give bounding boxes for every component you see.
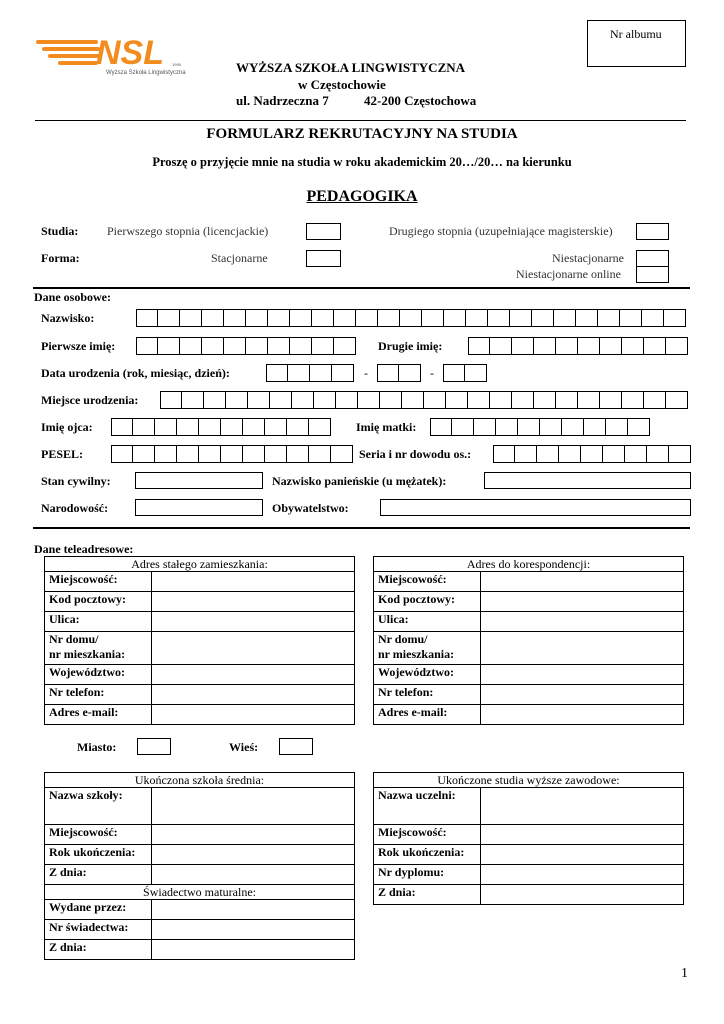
char-cell[interactable] — [642, 309, 664, 327]
char-cell[interactable] — [180, 337, 202, 355]
char-cell[interactable] — [510, 309, 532, 327]
second-degree-label: Drugiego stopnia (uzupełniające magisterskie) — [389, 224, 613, 238]
pierwsze-imie-label: Pierwsze imię: — [41, 339, 116, 353]
table-row-label: Miejscowość: — [45, 572, 152, 592]
char-cell[interactable] — [155, 445, 177, 463]
char-cell[interactable] — [111, 418, 133, 436]
svg-text:Wyższa Szkoła Lingwistyczna: Wyższa Szkoła Lingwistyczna — [106, 70, 186, 76]
char-cell[interactable] — [265, 445, 287, 463]
table-row-label: Rok ukończenia: — [374, 845, 481, 865]
char-cell[interactable] — [111, 445, 133, 463]
char-cell[interactable] — [443, 364, 465, 382]
drugie-imie-label: Drugie imię: — [378, 339, 443, 353]
contact-section-label: Dane teleadresowe: — [34, 542, 134, 556]
imie-matki-cells[interactable] — [430, 418, 650, 436]
char-cell[interactable] — [444, 309, 466, 327]
char-cell[interactable] — [243, 418, 265, 436]
contact-divider — [33, 527, 690, 529]
char-cell[interactable] — [424, 391, 446, 409]
char-cell[interactable] — [490, 391, 512, 409]
char-cell[interactable] — [559, 445, 581, 463]
char-cell[interactable] — [666, 337, 688, 355]
nazwa-szkoly-field[interactable] — [152, 788, 355, 825]
nr-swiadectwa-field[interactable] — [152, 920, 355, 940]
wies-label: Wieś: — [229, 740, 259, 754]
pesel-label: PESEL: — [41, 447, 84, 461]
char-cell[interactable] — [402, 391, 424, 409]
char-cell[interactable] — [287, 418, 309, 436]
secondary-school-title: Ukończona szkoła średnia: — [45, 773, 355, 788]
birth-year-cells[interactable] — [266, 364, 354, 382]
miasto-label: Miasto: — [77, 740, 117, 754]
char-cell[interactable] — [266, 364, 288, 382]
table-row-label: Kod pocztowy: — [374, 592, 481, 612]
char-cell[interactable] — [581, 445, 603, 463]
first-degree-label: Pierwszego stopnia (licencjackie) — [107, 224, 269, 238]
miasto-checkbox[interactable] — [137, 738, 171, 755]
stan-cywilny-label: Stan cywilny: — [41, 474, 111, 488]
school-postal: 42-200 Częstochowa — [364, 93, 477, 108]
svg-text:NSL: NSL — [96, 34, 164, 72]
imie-ojca-label: Imię ojca: — [41, 420, 93, 434]
char-cell[interactable] — [669, 445, 691, 463]
date-dash-1: - — [364, 366, 368, 380]
char-cell[interactable] — [512, 337, 534, 355]
wydane-przez-field[interactable] — [152, 900, 355, 920]
char-cell[interactable] — [452, 418, 474, 436]
char-cell[interactable] — [468, 391, 490, 409]
char-cell[interactable] — [620, 309, 642, 327]
char-cell[interactable] — [336, 391, 358, 409]
birth-month-cells[interactable] — [377, 364, 421, 382]
table-row-label: Miejscowość: — [374, 572, 481, 592]
char-cell[interactable] — [246, 309, 268, 327]
table-row-label: Ulica: — [45, 612, 152, 632]
kod-pocztowy-field[interactable] — [152, 592, 355, 612]
char-cell[interactable] — [136, 337, 158, 355]
table-row-label: Nr dyplomu: — [374, 865, 481, 885]
corr-nr-domu-field[interactable] — [481, 632, 684, 665]
first-degree-checkbox[interactable] — [306, 223, 341, 240]
form-title: FORMULARZ REKRUTACYJNY NA STUDIA — [206, 126, 518, 142]
table-row-label: Nazwa uczelni: — [374, 788, 481, 825]
char-cell[interactable] — [180, 309, 202, 327]
nazwisko-panienskie-field[interactable] — [484, 472, 691, 489]
char-cell[interactable] — [377, 364, 399, 382]
char-cell[interactable] — [356, 309, 378, 327]
char-cell[interactable] — [622, 337, 644, 355]
forma-label: Forma: — [41, 251, 80, 265]
char-cell[interactable] — [290, 337, 312, 355]
char-cell[interactable] — [466, 309, 488, 327]
char-cell[interactable] — [625, 445, 647, 463]
char-cell[interactable] — [133, 418, 155, 436]
char-cell[interactable] — [493, 445, 515, 463]
char-cell[interactable] — [606, 418, 628, 436]
char-cell[interactable] — [600, 337, 622, 355]
table-row-label: Wydane przez: — [45, 900, 152, 920]
char-cell[interactable] — [312, 337, 334, 355]
table-row-label: Województwo: — [45, 665, 152, 685]
char-cell[interactable] — [312, 309, 334, 327]
char-cell[interactable] — [204, 391, 226, 409]
corr-kod-pocztowy-field[interactable] — [481, 592, 684, 612]
char-cell[interactable] — [288, 364, 310, 382]
char-cell[interactable] — [199, 445, 221, 463]
ulica-field[interactable] — [152, 612, 355, 632]
school-z-dnia-field[interactable] — [152, 865, 355, 885]
date-dash-2: - — [430, 366, 434, 380]
secondary-school-table — [44, 772, 355, 960]
table-row-label: Miejscowość: — [45, 825, 152, 845]
char-cell[interactable] — [422, 309, 444, 327]
nazwisko-panienskie-label: Nazwisko panieńskie (u mężatek): — [272, 474, 447, 488]
niestacjonarne-label: Niestacjonarne — [552, 251, 624, 265]
char-cell[interactable] — [331, 445, 353, 463]
wies-checkbox[interactable] — [279, 738, 313, 755]
school-miejscowosc-field[interactable] — [152, 825, 355, 845]
school-name: WYŻSZA SZKOŁA LINGWISTYCZNA — [236, 60, 466, 75]
char-cell[interactable] — [287, 445, 309, 463]
table-row-label: Nr telefon: — [45, 685, 152, 705]
table-row-label: Województwo: — [374, 665, 481, 685]
char-cell[interactable] — [628, 418, 650, 436]
seria-label: Seria i nr dowodu os.: — [359, 447, 472, 461]
char-cell[interactable] — [160, 391, 182, 409]
nazwisko-label: Nazwisko: — [41, 311, 95, 325]
stan-cywilny-field[interactable] — [135, 472, 263, 489]
uczelnia-rok-field[interactable] — [481, 845, 684, 865]
char-cell[interactable] — [430, 418, 452, 436]
char-cell[interactable] — [224, 337, 246, 355]
table-row-label: Ulica: — [374, 612, 481, 632]
narodowosc-label: Narodowość: — [41, 501, 109, 515]
char-cell[interactable] — [378, 309, 400, 327]
char-cell[interactable] — [400, 309, 422, 327]
nr-dyplomu-field[interactable] — [481, 865, 684, 885]
char-cell[interactable] — [666, 391, 688, 409]
school-city: w Częstochowie — [298, 77, 386, 92]
permanent-address-table — [44, 556, 355, 725]
char-cell[interactable] — [224, 309, 246, 327]
miejsce-urodzenia-label: Miejsce urodzenia: — [41, 393, 139, 407]
niestacjonarne-online-label: Niestacjonarne online — [516, 267, 621, 281]
permanent-address-title: Adres stałego zamieszkania: — [45, 557, 355, 572]
char-cell[interactable] — [496, 418, 518, 436]
char-cell[interactable] — [199, 418, 221, 436]
char-cell[interactable] — [446, 391, 468, 409]
swiadectwo-title: Świadectwo maturalne: — [45, 885, 355, 900]
char-cell[interactable] — [332, 364, 354, 382]
pierwsze-imie-cells[interactable] — [136, 337, 356, 355]
char-cell[interactable] — [155, 418, 177, 436]
char-cell[interactable] — [488, 309, 510, 327]
school-address: ul. Nadrzeczna 7 — [236, 93, 329, 108]
nr-domu-field[interactable] — [152, 632, 355, 665]
birth-day-cells[interactable] — [443, 364, 487, 382]
char-cell[interactable] — [399, 364, 421, 382]
personal-divider — [33, 287, 690, 289]
obywatelstwo-field[interactable] — [380, 499, 691, 516]
char-cell[interactable] — [600, 391, 622, 409]
niestacjonarne-checkbox[interactable] — [636, 250, 669, 267]
table-row-label: Miejscowość: — [374, 825, 481, 845]
char-cell[interactable] — [664, 309, 686, 327]
char-cell[interactable] — [226, 391, 248, 409]
char-cell[interactable] — [490, 337, 512, 355]
char-cell[interactable] — [177, 418, 199, 436]
char-cell[interactable] — [512, 391, 534, 409]
char-cell[interactable] — [133, 445, 155, 463]
char-cell[interactable] — [554, 309, 576, 327]
data-urodzenia-label: Data urodzenia (rok, miesiąc, dzień): — [41, 366, 230, 380]
swiadectwo-z-dnia-field[interactable] — [152, 940, 355, 960]
nazwa-uczelni-field[interactable] — [481, 788, 684, 825]
table-row-label: Z dnia: — [45, 940, 152, 960]
higher-education-title: Ukończone studia wyższe zawodowe: — [374, 773, 684, 788]
corr-telefon-field[interactable] — [481, 685, 684, 705]
imie-matki-label: Imię matki: — [356, 420, 417, 434]
char-cell[interactable] — [534, 391, 556, 409]
char-cell[interactable] — [540, 418, 562, 436]
char-cell[interactable] — [578, 337, 600, 355]
table-row-label: Adres e-mail: — [374, 705, 481, 725]
char-cell[interactable] — [644, 337, 666, 355]
char-cell[interactable] — [292, 391, 314, 409]
rok-ukonczenia-field[interactable] — [152, 845, 355, 865]
table-row-label: Nr telefon: — [374, 685, 481, 705]
table-row-label: Z dnia: — [45, 865, 152, 885]
correspondence-address-table — [373, 556, 684, 725]
char-cell[interactable] — [603, 445, 625, 463]
char-cell[interactable] — [578, 391, 600, 409]
char-cell[interactable] — [532, 309, 554, 327]
char-cell[interactable] — [221, 445, 243, 463]
miejsce-urodzenia-cells[interactable] — [160, 391, 688, 409]
char-cell[interactable] — [647, 445, 669, 463]
char-cell[interactable] — [270, 391, 292, 409]
char-cell[interactable] — [177, 445, 199, 463]
nazwisko-cells[interactable] — [136, 309, 686, 327]
narodowosc-field[interactable] — [135, 499, 263, 516]
char-cell[interactable] — [309, 445, 331, 463]
char-cell[interactable] — [515, 445, 537, 463]
char-cell[interactable] — [334, 337, 356, 355]
personal-section-label: Dane osobowe: — [34, 290, 111, 304]
char-cell[interactable] — [221, 418, 243, 436]
char-cell[interactable] — [310, 364, 332, 382]
stacjonarne-checkbox[interactable] — [306, 250, 341, 267]
corr-miejscowosc-field[interactable] — [481, 572, 684, 592]
table-row-label: Nazwa szkoły: — [45, 788, 152, 825]
svg-text:1995: 1995 — [172, 62, 181, 67]
char-cell[interactable] — [468, 337, 490, 355]
school-logo — [36, 30, 188, 78]
higher-education-table — [373, 772, 684, 905]
char-cell[interactable] — [314, 391, 336, 409]
char-cell[interactable] — [202, 337, 224, 355]
char-cell[interactable] — [562, 418, 584, 436]
char-cell[interactable] — [265, 418, 287, 436]
corr-ulica-field[interactable] — [481, 612, 684, 632]
seria-cells[interactable] — [493, 445, 691, 463]
table-row-label: Nr świadectwa: — [45, 920, 152, 940]
char-cell[interactable] — [268, 337, 290, 355]
char-cell[interactable] — [202, 309, 224, 327]
table-row-label: Nr domu/ nr mieszkania: — [45, 632, 152, 665]
char-cell[interactable] — [518, 418, 540, 436]
char-cell[interactable] — [644, 391, 666, 409]
char-cell[interactable] — [248, 391, 270, 409]
char-cell[interactable] — [246, 337, 268, 355]
corr-wojewodztwo-field[interactable] — [481, 665, 684, 685]
char-cell[interactable] — [622, 391, 644, 409]
char-cell[interactable] — [290, 309, 312, 327]
char-cell[interactable] — [537, 445, 559, 463]
char-cell[interactable] — [584, 418, 606, 436]
drugie-imie-cells[interactable] — [468, 337, 688, 355]
dyplom-z-dnia-field[interactable] — [481, 885, 684, 905]
album-number-label: Nr albumu — [610, 27, 662, 41]
char-cell[interactable] — [465, 364, 487, 382]
header-divider — [35, 120, 686, 121]
wojewodztwo-field[interactable] — [152, 665, 355, 685]
char-cell[interactable] — [598, 309, 620, 327]
char-cell[interactable] — [380, 391, 402, 409]
table-row-label: Z dnia: — [374, 885, 481, 905]
niestacjonarne-online-checkbox[interactable] — [636, 266, 669, 283]
char-cell[interactable] — [243, 445, 265, 463]
char-cell[interactable] — [474, 418, 496, 436]
imie-ojca-cells[interactable] — [111, 418, 331, 436]
table-row-label: Kod pocztowy: — [45, 592, 152, 612]
char-cell[interactable] — [268, 309, 290, 327]
telefon-field[interactable] — [152, 685, 355, 705]
char-cell[interactable] — [534, 337, 556, 355]
album-number-box[interactable] — [587, 20, 686, 67]
char-cell[interactable] — [556, 337, 578, 355]
pesel-cells[interactable] — [111, 445, 353, 463]
char-cell[interactable] — [182, 391, 204, 409]
page-number: 1 — [681, 966, 688, 981]
table-row-label: Adres e-mail: — [45, 705, 152, 725]
char-cell[interactable] — [158, 309, 180, 327]
miejscowosc-field[interactable] — [152, 572, 355, 592]
obywatelstwo-label: Obywatelstwo: — [272, 501, 349, 515]
second-degree-checkbox[interactable] — [636, 223, 669, 240]
char-cell[interactable] — [334, 309, 356, 327]
email-field[interactable] — [152, 705, 355, 725]
correspondence-address-title: Adres do korespondencji: — [374, 557, 684, 572]
corr-email-field[interactable] — [481, 705, 684, 725]
char-cell[interactable] — [576, 309, 598, 327]
uczelnia-miejscowosc-field[interactable] — [481, 825, 684, 845]
table-row-label: Nr domu/ nr mieszkania: — [374, 632, 481, 665]
request-text: Proszę o przyjęcie mnie na studia w roku akademickim 20…/20… na kierunku — [152, 155, 572, 169]
field-of-study: PEDAGOGIKA — [306, 188, 418, 205]
table-row-label: Rok ukończenia: — [45, 845, 152, 865]
char-cell[interactable] — [556, 391, 578, 409]
studia-label: Studia: — [41, 224, 79, 238]
stacjonarne-label: Stacjonarne — [211, 251, 268, 265]
char-cell[interactable] — [358, 391, 380, 409]
char-cell[interactable] — [136, 309, 158, 327]
char-cell[interactable] — [158, 337, 180, 355]
char-cell[interactable] — [309, 418, 331, 436]
